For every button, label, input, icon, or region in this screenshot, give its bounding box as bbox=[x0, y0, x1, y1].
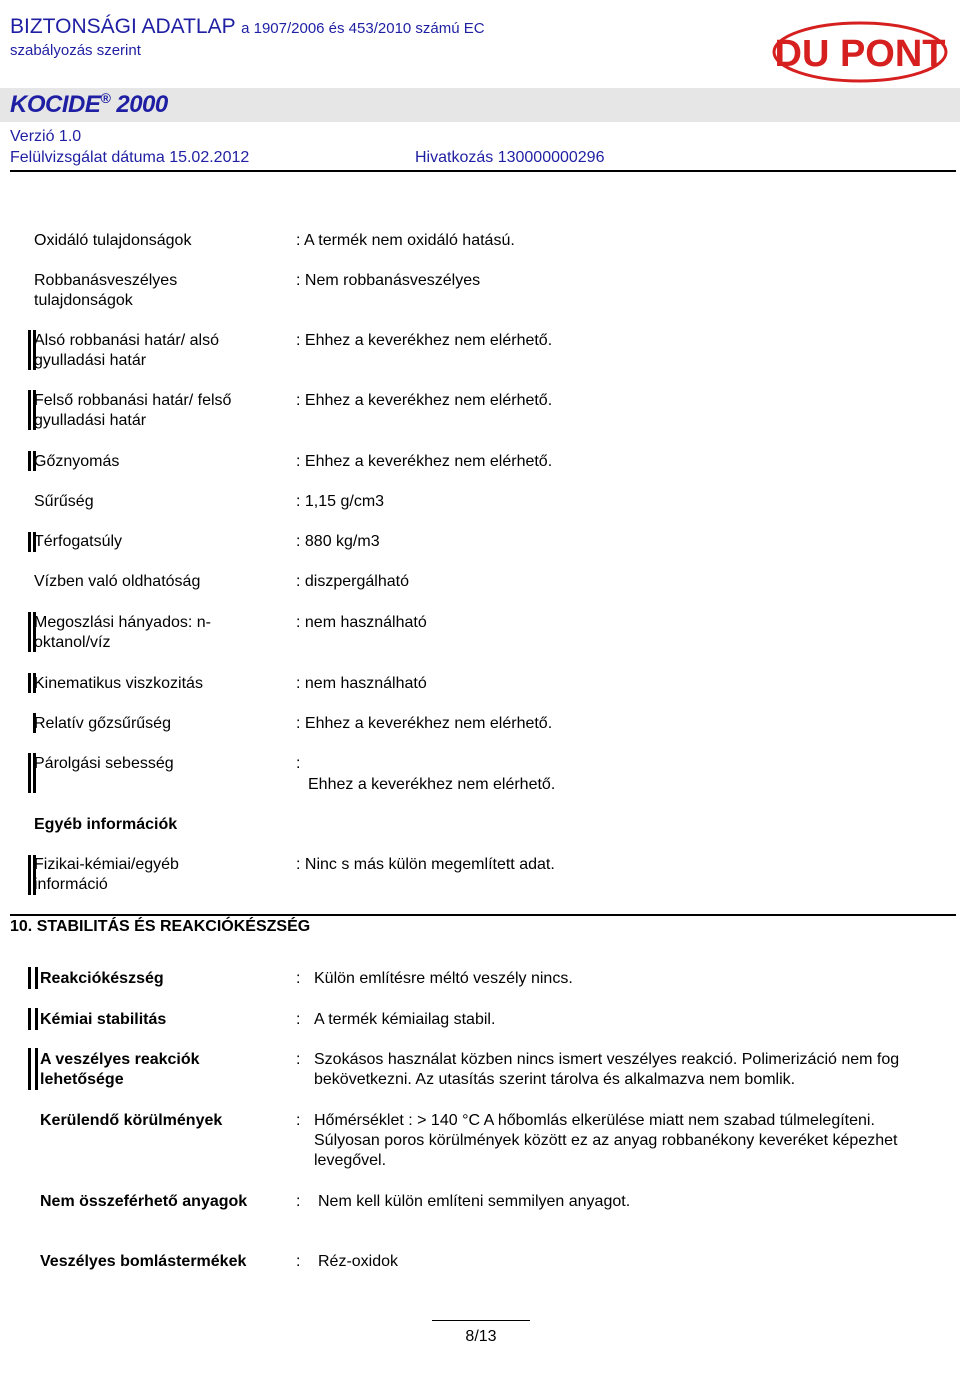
value-evaporation-rate: Ehhez a keverékhez nem elérhető. bbox=[308, 776, 556, 793]
revision-bar bbox=[28, 612, 31, 652]
label-water-solubility: Vízben való oldhatóság bbox=[34, 573, 201, 590]
section-divider bbox=[10, 914, 956, 916]
value-decomposition-products: Réz-oxidok bbox=[318, 1253, 399, 1270]
version-text: Verzió 1.0 bbox=[10, 128, 82, 145]
revision-bar bbox=[28, 673, 31, 693]
value-incompatible-materials: Nem kell külön említeni semmilyen anyagot. bbox=[318, 1193, 631, 1210]
colon: : bbox=[296, 1011, 301, 1028]
value-hazardous-reactions: Szokásos használat közben nincs ismert veszélyes reakció. Polimerizáció nem fog bekövetkezni. Az utasítás szerint tárolva és alkalmazva nem bomlik. bbox=[314, 1051, 900, 1088]
document-title bbox=[10, 15, 485, 39]
section10-title: 10. STABILITÁS ÉS REAKCIÓKÉSZSÉG bbox=[10, 918, 311, 935]
dupont-logo bbox=[770, 20, 950, 84]
revision-bar bbox=[35, 1008, 38, 1030]
header-divider bbox=[10, 170, 956, 172]
subheading-other-info: Egyéb információk bbox=[34, 816, 178, 833]
label-partition-coefficient: Megoszlási hányados: n-oktanol/víz bbox=[34, 614, 211, 651]
revision-bar bbox=[28, 532, 31, 552]
revision-bar bbox=[28, 390, 31, 430]
colon: : bbox=[296, 1193, 301, 1210]
revision-bar bbox=[28, 753, 31, 793]
document-title-text: BIZTONSÁGI ADATLAP bbox=[10, 15, 236, 38]
label-oxidizing: Oxidáló tulajdonságok bbox=[34, 232, 192, 249]
revision-bar bbox=[28, 451, 31, 471]
revision-bar bbox=[35, 967, 38, 989]
label-bulk-density: Térfogatsúly bbox=[34, 533, 123, 550]
regulation-text-2: szabályozás szerint bbox=[10, 42, 141, 59]
value-lower-explosion-limit: : Ehhez a keverékhez nem elérhető. bbox=[296, 332, 553, 349]
product-name-text: KOCIDE bbox=[10, 91, 101, 118]
revision-bar bbox=[35, 1048, 38, 1090]
colon: : bbox=[296, 970, 301, 987]
value-physchem-other: : Ninc s más külön megemlített adat. bbox=[296, 856, 555, 873]
value-relative-vapour-density: : Ehhez a keverékhez nem elérhető. bbox=[296, 715, 553, 732]
value-bulk-density: : 880 kg/m3 bbox=[296, 533, 380, 550]
label-conditions-to-avoid: Kerülendő körülmények bbox=[40, 1112, 223, 1129]
value-evaporation-colon: : bbox=[296, 755, 301, 772]
revision-date: Felülvizsgálat dátuma 15.02.2012 bbox=[10, 149, 250, 166]
product-suffix: 2000 bbox=[116, 91, 168, 118]
revision-bar bbox=[28, 967, 31, 989]
product-name bbox=[10, 90, 168, 119]
regulation-text-1: a 1907/2006 és 453/2010 számú EC bbox=[241, 20, 485, 37]
value-kinematic-viscosity: : nem használható bbox=[296, 675, 427, 692]
label-reactivity: Reakciókészség bbox=[40, 970, 164, 987]
value-upper-explosion-limit: : Ehhez a keverékhez nem elérhető. bbox=[296, 392, 553, 409]
value-vapour-pressure: : Ehhez a keverékhez nem elérhető. bbox=[296, 453, 553, 470]
label-decomposition-products: Veszélyes bomlástermékek bbox=[40, 1253, 247, 1270]
label-evaporation-rate: Párolgási sebesség bbox=[34, 755, 174, 772]
label-upper-explosion-limit: Felső robbanási határ/ felső gyulladási határ bbox=[34, 392, 232, 429]
label-relative-vapour-density: Relatív gőzsűrűség bbox=[34, 715, 171, 732]
label-kinematic-viscosity: Kinematikus viszkozitás bbox=[34, 675, 203, 692]
revision-bar bbox=[28, 330, 31, 370]
label-physchem-other: Fizikai-kémiai/egyéb információ bbox=[34, 856, 179, 893]
value-oxidizing: : A termék nem oxidáló hatású. bbox=[296, 232, 515, 249]
label-lower-explosion-limit: Alsó robbanási határ/ alsó gyulladási határ bbox=[34, 332, 219, 369]
registered-mark: ® bbox=[100, 90, 111, 106]
colon: : bbox=[296, 1253, 301, 1270]
label-vapour-pressure: Gőznyomás bbox=[34, 453, 120, 470]
label-density: Sűrűség bbox=[34, 493, 94, 510]
logo-text: DU PONT bbox=[774, 33, 946, 75]
label-incompatible-materials: Nem összeférhető anyagok bbox=[40, 1193, 248, 1210]
reference-number: Hivatkozás 130000000296 bbox=[415, 149, 605, 166]
colon: : bbox=[296, 1112, 301, 1129]
value-partition-coefficient: : nem használható bbox=[296, 614, 427, 631]
revision-bar bbox=[28, 855, 31, 895]
value-conditions-to-avoid: Hőmérséklet : > 140 °C A hőbomlás elkerülése miatt nem szabad túlmelegíteni. Súlyosan poros körülmények között ez az anyag robbanékony keveréket képezhet levegővel. bbox=[314, 1112, 898, 1169]
page-number: 8/13 bbox=[465, 1328, 497, 1345]
value-density: : 1,15 g/cm3 bbox=[296, 493, 385, 510]
label-chemical-stability: Kémiai stabilitás bbox=[40, 1011, 167, 1028]
label-explosive: Robbanásveszélyes tulajdonságok bbox=[34, 272, 178, 309]
colon: : bbox=[296, 1051, 301, 1068]
value-water-solubility: : diszpergálható bbox=[296, 573, 409, 590]
value-chemical-stability: A termék kémiailag stabil. bbox=[314, 1011, 496, 1028]
label-hazardous-reactions: A veszélyes reakciók lehetősége bbox=[40, 1051, 200, 1088]
value-reactivity: Külön említésre méltó veszély nincs. bbox=[314, 970, 573, 987]
revision-bar bbox=[28, 1008, 31, 1030]
value-explosive: : Nem robbanásveszélyes bbox=[296, 272, 481, 289]
revision-bar bbox=[28, 1048, 31, 1090]
